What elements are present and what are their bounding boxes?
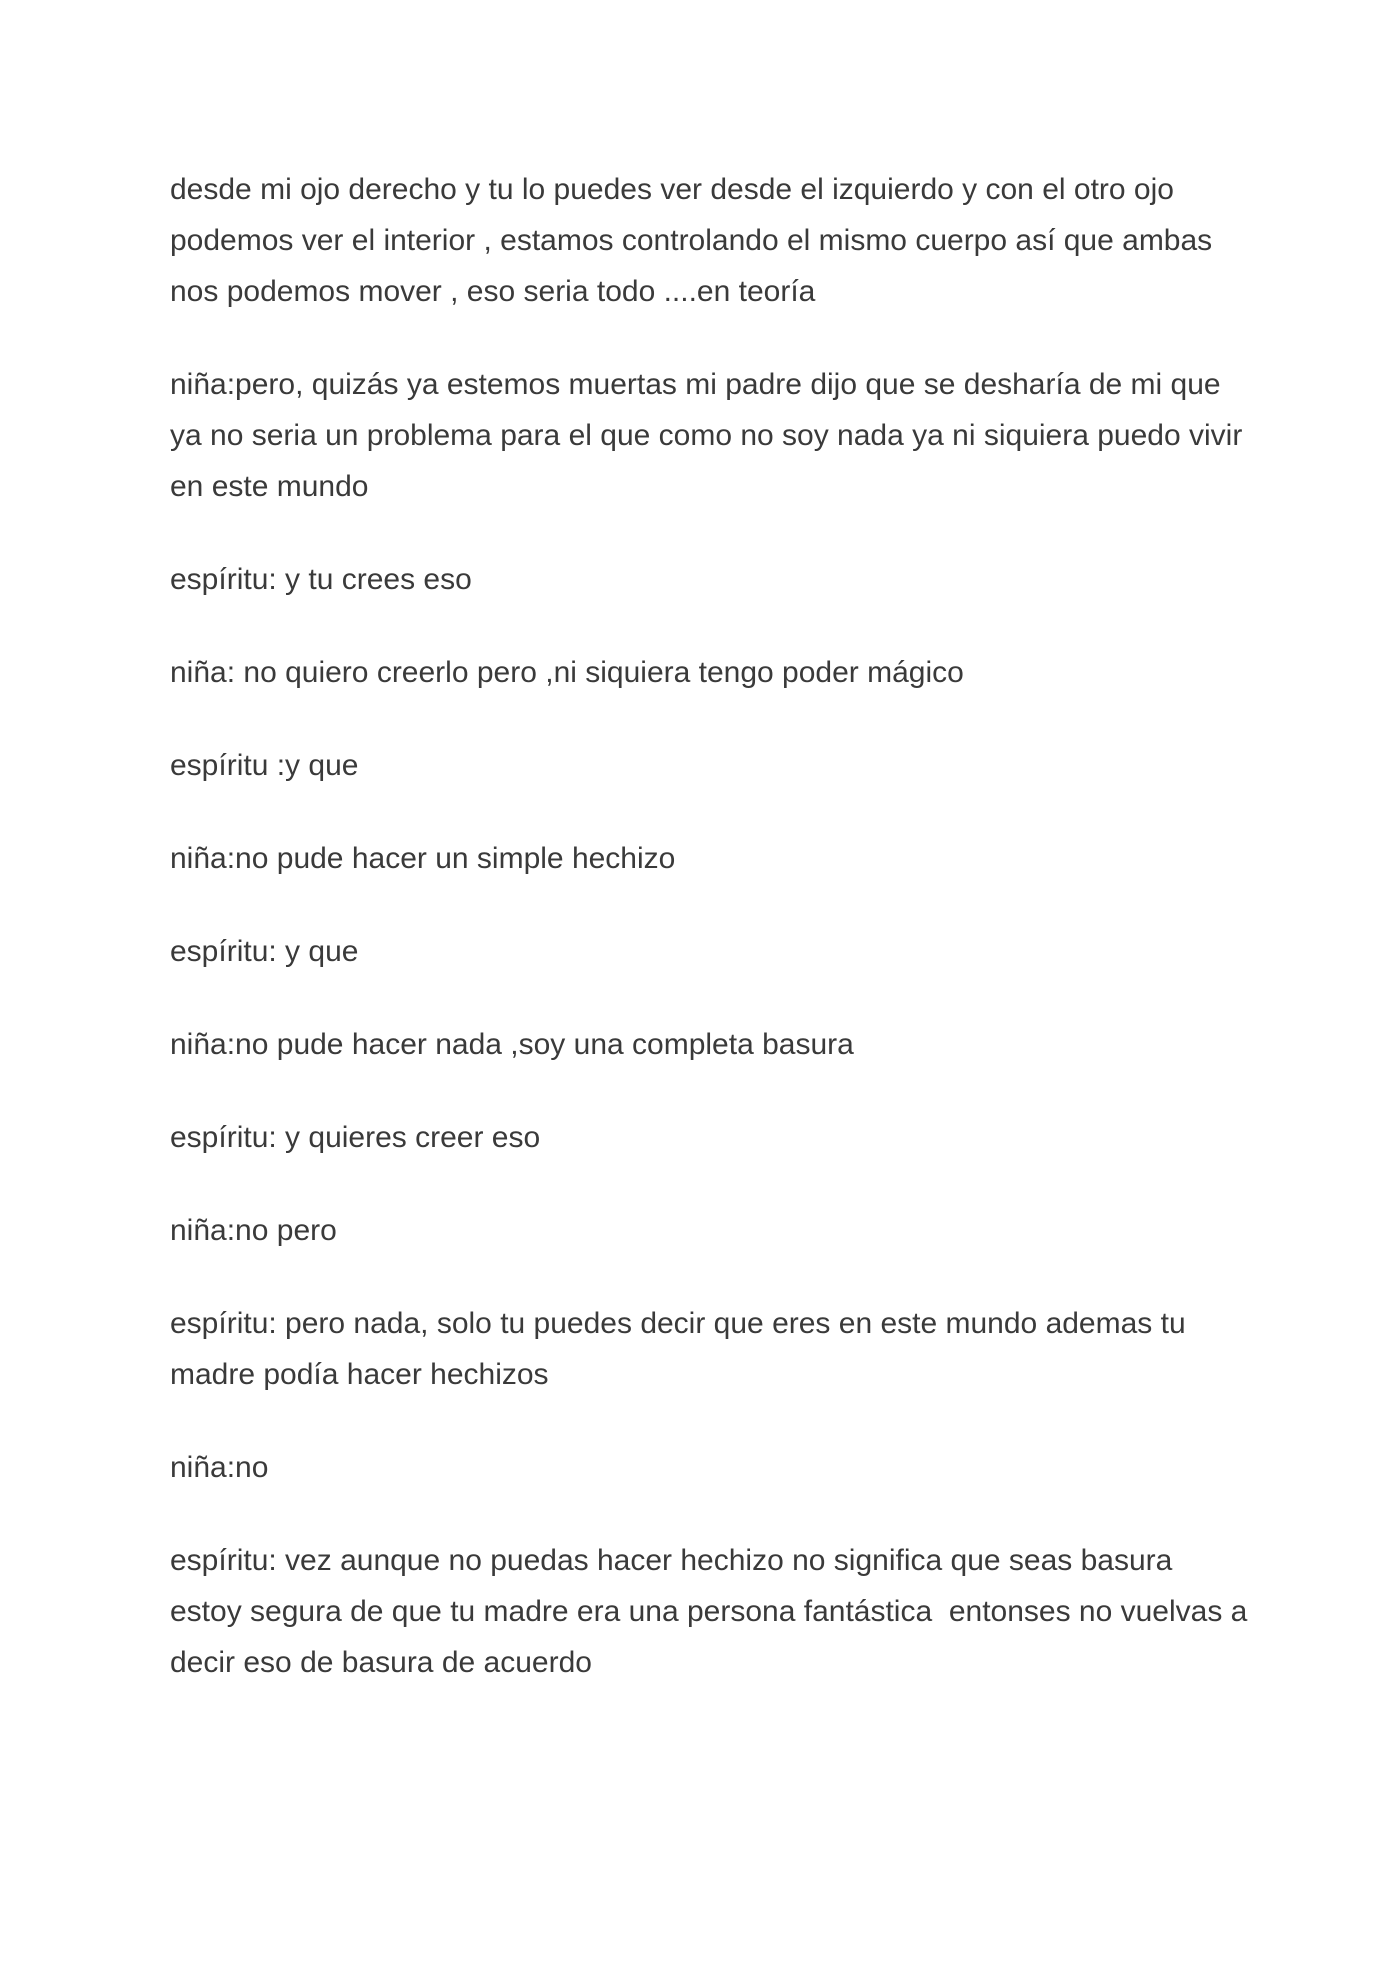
paragraph: espíritu: y que — [170, 935, 359, 968]
paragraph: espíritu :y que — [170, 749, 359, 782]
paragraph: niña: no quiero creerlo pero ,ni siquiera tengo poder mágico — [170, 656, 964, 689]
paragraph: niña:no pude hacer un simple hechizo — [170, 842, 676, 875]
paragraph: niña:no pero — [170, 1214, 337, 1247]
document-body — [170, 164, 1256, 1730]
paragraph: desde mi ojo derecho y tu lo puedes ver desde el izquierdo y con el otro ojo podemos ver el interior , estamos controlando el mismo cuerpo así que ambas nos podemos mover , eso seria todo ....en teoría — [170, 173, 1221, 308]
paragraph: espíritu: pero nada, solo tu puedes decir que eres en este mundo ademas tu madre podía hacer hechizos — [170, 1307, 1194, 1391]
paragraph: espíritu: y quieres creer eso — [170, 1121, 541, 1154]
paragraph: niña:pero, quizás ya estemos muertas mi padre dijo que se desharía de mi que ya no seria un problema para el que como no soy nada ya ni siquiera puedo vivir en este mundo — [170, 368, 1251, 503]
paragraph: niña:no pude hacer nada ,soy una completa basura — [170, 1028, 854, 1061]
paragraph: niña:no — [170, 1451, 269, 1484]
paragraph: espíritu: y tu crees eso — [170, 563, 472, 596]
paragraph: espíritu: vez aunque no puedas hacer hechizo no significa que seas basura estoy segura de que tu madre era una persona fantástica entonses no vuelvas a decir eso de basura de acuerdo — [170, 1544, 1256, 1679]
